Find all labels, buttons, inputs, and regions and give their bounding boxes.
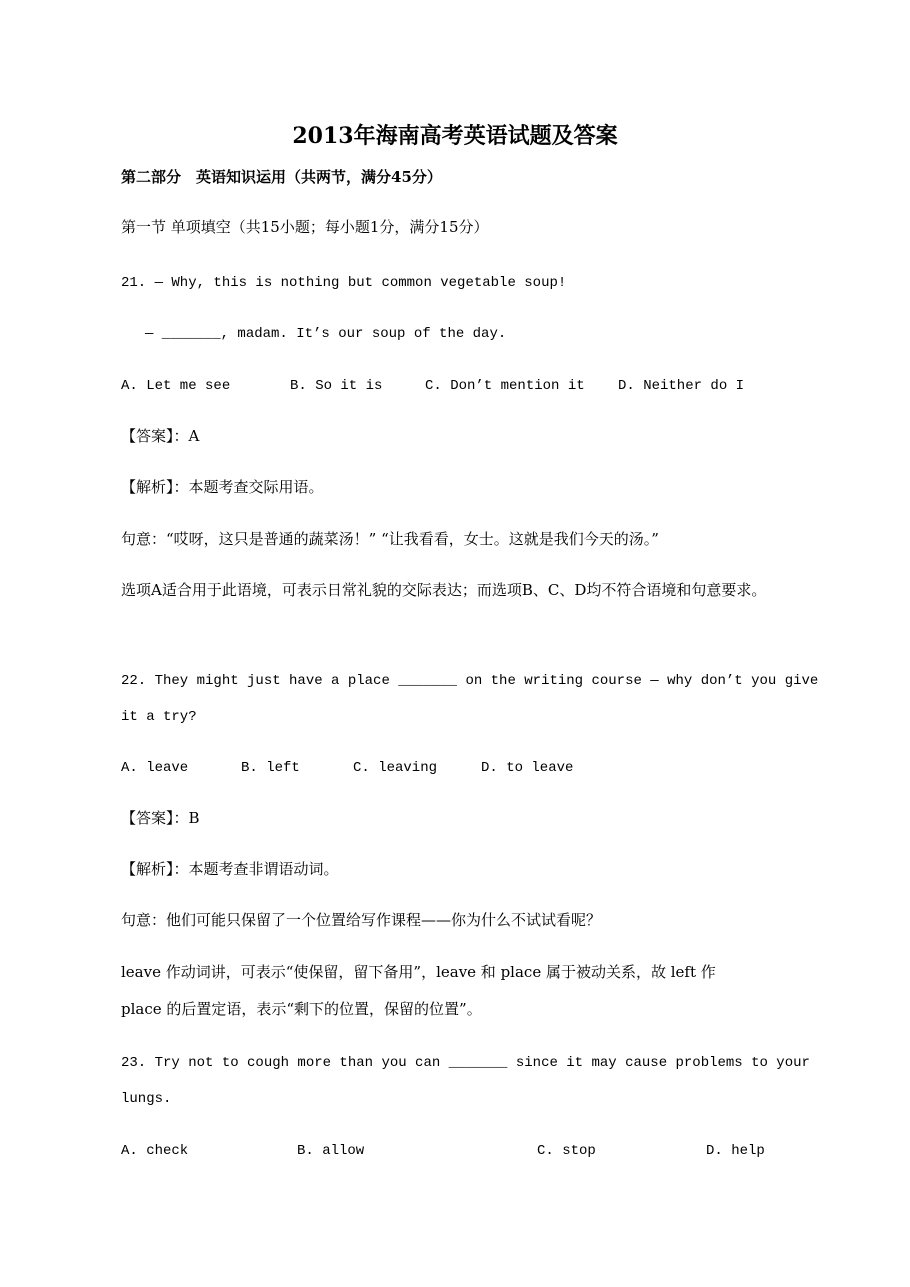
option-b: B. allow [297, 1143, 365, 1159]
option-d: D. help [706, 1143, 765, 1159]
option-b: B. left [241, 760, 300, 776]
option-b: B. So it is [290, 378, 383, 394]
option-c: C. leaving [353, 760, 438, 776]
note-line: place 的后置定语，表示“剩下的位置，保留的位置”。 [121, 1000, 482, 1018]
question-stem-line: — _______, madam. It’s our soup of the day. [145, 326, 507, 342]
section-heading: 第一节 单项填空（共15小题；每小题1分，满分15分） [121, 218, 489, 236]
option-d: D. to leave [481, 760, 574, 776]
option-a: A. check [121, 1143, 189, 1159]
option-a: A. leave [121, 760, 189, 776]
question-stem-line: 22. They might just have a place _______ on the writing course — why don’t you give [121, 673, 819, 689]
option-d: D. Neither do I [618, 378, 745, 394]
question-stem-line: 21. — Why, this is nothing but common vegetable soup! [121, 275, 567, 291]
meaning: 句意：“哎呀，这只是普通的蔬菜汤！” “让我看看，女士。这就是我们今天的汤。” [121, 530, 659, 548]
question-stem-line: lungs. [121, 1091, 172, 1107]
answer: 【答案】：A [121, 427, 200, 445]
note-line: 选项A适合用于此语境，可表示日常礼貌的交际表达；而选项B、C、D均不符合语境和句意要求。 [121, 581, 767, 599]
option-c: C. Don’t mention it [425, 378, 585, 394]
option-c: C. stop [537, 1143, 596, 1159]
analysis: 【解析】：本题考查交际用语。 [121, 478, 324, 496]
meaning: 句意：他们可能只保留了一个位置给写作课程——你为什么不试试看呢？ [121, 911, 602, 929]
page-title: 2013年海南高考英语试题及答案 [292, 123, 618, 149]
note-line: leave 作动词讲，可表示“使保留，留下备用”，leave 和 place 属于被动关系，故 left 作 [121, 963, 716, 981]
part-heading: 第二部分 英语知识运用（共两节，满分45分） [121, 168, 442, 186]
analysis: 【解析】：本题考查非谓语动词。 [121, 860, 339, 878]
option-a: A. Let me see [121, 378, 231, 394]
question-stem-line: it a try? [121, 709, 197, 725]
question-stem-line: 23. Try not to cough more than you can _______ since it may cause problems to your [121, 1055, 810, 1071]
answer: 【答案】：B [121, 809, 200, 827]
